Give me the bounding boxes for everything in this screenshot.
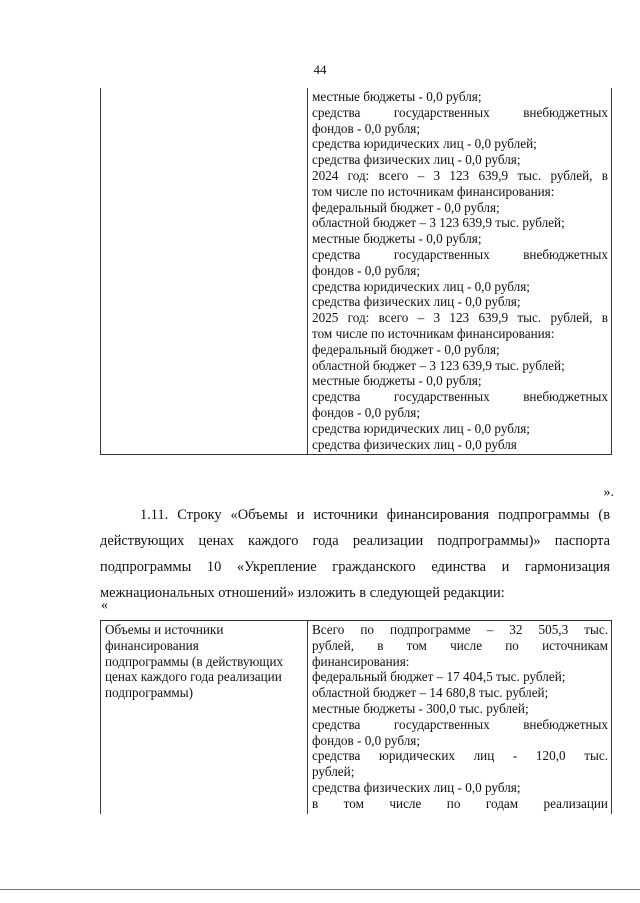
cell-text-line: том числе по источникам финансирования: xyxy=(312,183,555,199)
cell-text-line: средства юридических лиц - 0,0 рублей; xyxy=(312,136,537,152)
footer-rule xyxy=(0,889,640,890)
closing-quote: ». xyxy=(603,485,614,500)
cell-text-line: в том числе по годам реализации xyxy=(312,795,608,811)
cell-text-line: федеральный бюджет – 17 404,5 тыс. рублей; xyxy=(312,669,566,685)
cell-text-line: местные бюджеты - 0,0 рубля; xyxy=(312,89,482,104)
cell-text-line: средства юридических лиц - 120,0 тыс. xyxy=(312,748,608,764)
financing-table-new xyxy=(100,620,612,814)
cell-text-line: фондов - 0,0 рубля; xyxy=(312,262,421,278)
amendment-paragraph xyxy=(100,502,610,606)
cell-text-line: подпрограммы) xyxy=(105,685,194,701)
financing-table-continuation xyxy=(100,88,612,455)
paragraph-line: подпрограммы 10 «Укрепление гражданского единства и гармонизация xyxy=(100,559,610,575)
cell-text-line: рублей; xyxy=(312,764,355,780)
cell-text-line: областной бюджет – 3 123 639,9 тыс. рублей; xyxy=(312,357,565,373)
cell-text-line: местные бюджеты - 0,0 рубля; xyxy=(312,231,482,247)
cell-text-line: местные бюджеты - 300,0 тыс. рублей; xyxy=(312,700,529,716)
cell-text-line: финансирования xyxy=(105,637,199,653)
cell-text-line: ценах каждого года реализации xyxy=(105,669,282,685)
cell-text-line: средства физических лиц - 0,0 рубля; xyxy=(312,294,521,310)
cell-text-line: средства юридических лиц - 0,0 рубля; xyxy=(312,420,530,436)
cell-text-line: подпрограммы (в действующих xyxy=(105,653,284,669)
table1-left-cell xyxy=(101,88,308,455)
page-number: 44 xyxy=(313,62,327,77)
cell-text-line: областной бюджет – 3 123 639,9 тыс. рублей; xyxy=(312,215,565,231)
cell-text-line: местные бюджеты - 0,0 рубля; xyxy=(312,373,482,389)
cell-text-line: средства государственных внебюджетных xyxy=(312,389,608,405)
cell-text-line: Всего по подпрограмме – 32 505,3 тыс. xyxy=(312,622,608,637)
cell-text-line: средства физических лиц - 0,0 рубля; xyxy=(312,779,521,795)
paragraph-line: межнациональных отношений» изложить в следующей редакции: xyxy=(100,585,505,601)
table1-right-cell xyxy=(308,88,612,455)
cell-text-line: федеральный бюджет - 0,0 рубля; xyxy=(312,341,500,357)
opening-quote: « xyxy=(101,598,108,613)
paragraph-line: 1.11. Строку «Объемы и источники финансирования подпрограммы (в xyxy=(140,507,610,523)
cell-text-line: фондов - 0,0 рубля; xyxy=(312,732,421,748)
cell-text-line: средства юридических лиц - 0,0 рубля; xyxy=(312,278,530,294)
cell-text-line: 2025 год: всего – 3 123 639,9 тыс. рублей, в xyxy=(312,310,608,326)
cell-text-line: средства государственных внебюджетных xyxy=(312,246,608,262)
cell-text-line: федеральный бюджет - 0,0 рубля; xyxy=(312,199,500,215)
cell-text-line: финансирования: xyxy=(312,653,410,669)
cell-text-line: областной бюджет – 14 680,8 тыс. рублей; xyxy=(312,685,549,701)
table2-right-cell xyxy=(308,621,612,814)
cell-text-line: рублей, в том числе по источникам xyxy=(312,637,608,653)
cell-text-line: средства государственных внебюджетных xyxy=(312,104,608,120)
cell-text-line: Объемы и источники xyxy=(105,622,224,637)
cell-text-line: средства государственных внебюджетных xyxy=(312,716,608,732)
cell-text-line: средства физических лиц - 0,0 рубля xyxy=(312,436,517,452)
cell-text-line: фондов - 0,0 рубля; xyxy=(312,120,421,136)
cell-text-line: средства физических лиц - 0,0 рубля; xyxy=(312,152,521,168)
paragraph-line: действующих ценах каждого года реализации подпрограммы)» паспорта xyxy=(100,533,610,549)
cell-text-line: фондов - 0,0 рубля; xyxy=(312,404,421,420)
table2-left-cell xyxy=(101,621,308,814)
cell-text-line: том числе по источникам финансирования: xyxy=(312,325,555,341)
cell-text-line: 2024 год: всего – 3 123 639,9 тыс. рублей, в xyxy=(312,167,608,183)
